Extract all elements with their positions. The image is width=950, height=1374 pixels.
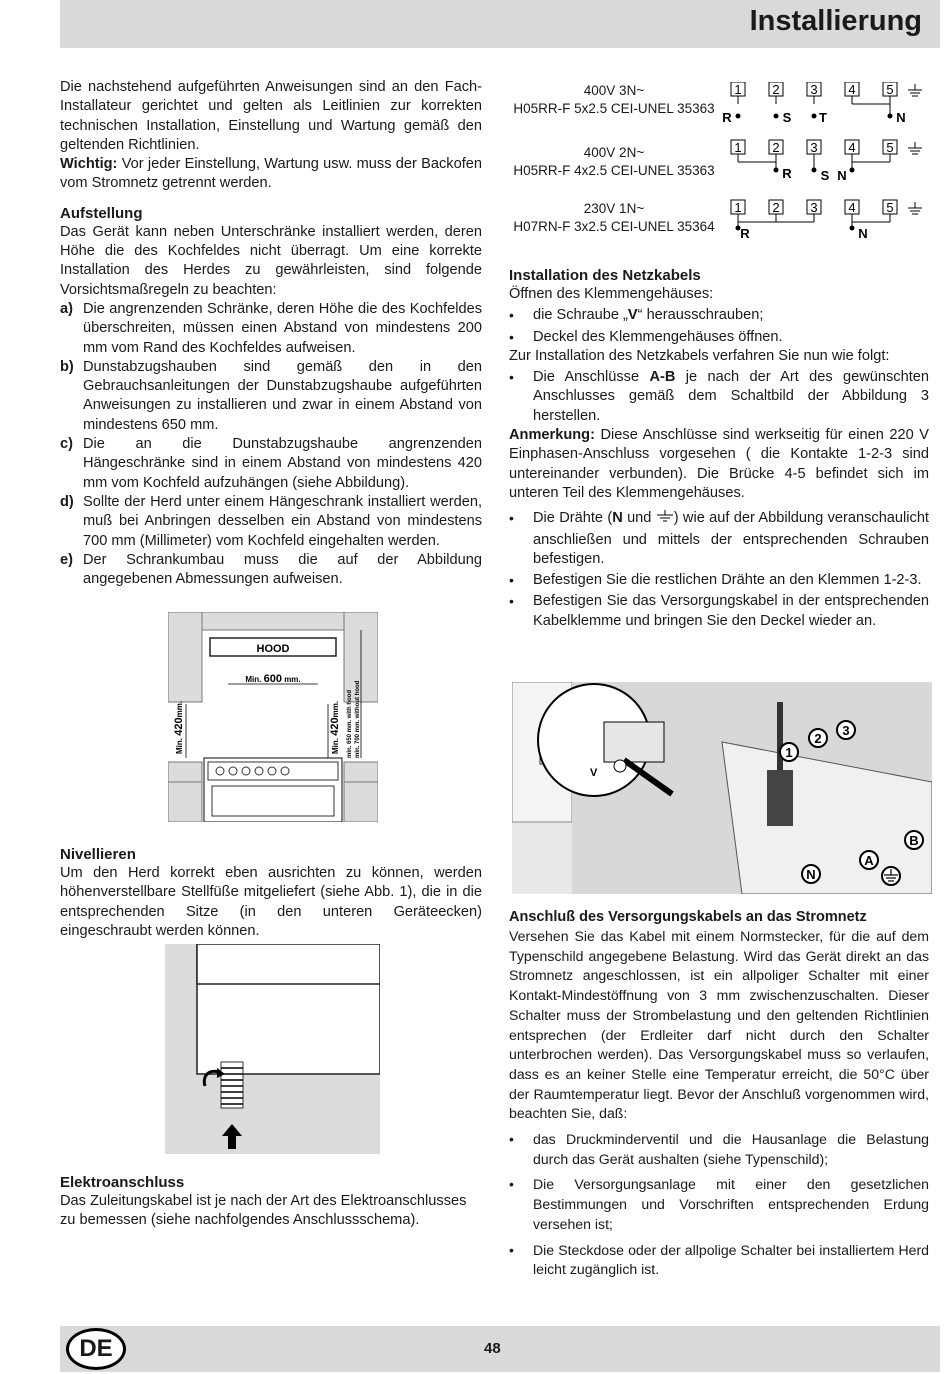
terminal-5: 5	[886, 82, 894, 97]
hood-note-without: min. 700 mm. without hood	[355, 680, 361, 758]
bullet-text: “ herausschrauben;	[637, 307, 764, 324]
bullet-text: Deckel des Klemmengehäuses öffnen.	[533, 328, 783, 345]
wiring-row-2-label	[509, 144, 719, 180]
list-item	[509, 509, 929, 569]
important-label: Wichtig:	[60, 156, 118, 173]
cabinet-figure	[168, 612, 378, 822]
bullet-bold: V	[627, 307, 638, 324]
list-item	[60, 551, 482, 590]
wiring-row-3-tag-n: N	[858, 226, 868, 241]
svg-text:Min. 420mm.	[329, 701, 341, 754]
netzkabel-section	[509, 256, 929, 631]
left-height-unit: mm.	[175, 700, 184, 718]
bullet-text: Befestigen Sie die restlichen Drähte an den Klemmen 1-2-3.	[533, 572, 922, 589]
terminal-4: 4	[848, 200, 856, 215]
bullet-text: Die Steckdose oder der allpolige Schalter bei installiertem Herd leicht zugänglich ist.	[533, 1241, 929, 1278]
leveling-drawing	[165, 944, 380, 1154]
bullet-text: ) wie auf der Abbildung veranschaulicht anschließen und mittels der entsprechenden Schrauben befestigen.	[533, 510, 929, 567]
terminal-4: 4	[848, 82, 856, 97]
terminal-2: 2	[772, 140, 780, 155]
width-value: 600	[263, 673, 282, 685]
list-marker: a)	[60, 300, 73, 317]
terminal-3: 3	[810, 82, 818, 97]
terminal-1: 1	[734, 200, 742, 215]
wiring-row-3-tag-r: R	[740, 226, 750, 241]
terminal-label-1: 1	[785, 745, 793, 760]
terminal-1: 1	[734, 82, 742, 97]
netzkabel-install-text: Zur Installation des Netzkabels verfahren Sie nun wie folgt:	[509, 347, 890, 364]
elektro-text: Das Zuleitungskabel ist je nach der Art des Elektroanschlusses zu bemessen (siehe nachfolgendes Anschlussschema).	[60, 1193, 467, 1229]
terminal-3: 3	[810, 140, 818, 155]
terminal-label-3: 3	[842, 723, 850, 738]
wiring-row-1-tag-n: N	[896, 110, 906, 125]
important-text: Vor jeder Einstellung, Wartung usw. muss der Backofen vom Stromnetz getrennt werden.	[60, 156, 482, 192]
ground-icon	[656, 510, 674, 530]
bullet-text: je nach der Art des gewünschten Anschlusses gemäß dem Schaltbild der Abbildung 3 herstellen.	[533, 369, 929, 424]
aufstellung-list	[60, 300, 482, 589]
list-item-text: Der Schrankumbau muss die auf der Abbildung angegebenen Abmessungen aufweisen.	[83, 551, 482, 588]
bullet-text: die Schraube „	[533, 307, 628, 324]
right-height-value: 420	[329, 717, 341, 736]
nivellieren-section	[60, 835, 482, 941]
wiring-row-2-cable: H05RR-F 4x2.5 CEI-UNEL 35363	[513, 163, 715, 178]
list-item-text: Die an die Dunstabzugshaube angrenzenden Hängeschränke sind in einem Abstand von mindestens 420 mm vom Kochfeld aufzuhängen (siehe Abbildung).	[83, 436, 482, 491]
wiring-row-1-tag-t: T	[819, 110, 827, 125]
terminal-3: 3	[810, 200, 818, 215]
list-marker: b)	[60, 358, 74, 375]
terminal-5: 5	[886, 200, 894, 215]
header-bar	[60, 0, 940, 48]
stromnetz-text: Versehen Sie das Kabel mit einem Normstecker, für die auf dem Typenschild angegebene Belastung. Wird das Gerät direkt an das Stromnetz angeschlossen, ist ein allpoliger Schalter mit einer Kontakt-Mindestöffnung von 3 mm zwischenzuschalten. Dieser Schalter muss der Strombelastung und den geltenden Richtlinien entsprechen (der Erdleiter darf nicht durch den Schalter unterbrochen werden). Das Versorgungskabel muss so verlaufen, dass es an keiner Stelle eine Temperatur erreicht, die 50°C über der Raumtemperatur liegt. Bevor der Anschluß vorgenommen wird, beachten Sie, daß:	[509, 928, 929, 1122]
hood-label: HOOD	[256, 643, 290, 655]
intro-text: Die nachstehend aufgeführten Anweisungen sind an den Fach-Installateur gerichtet und gelten als Leitlinien zur korrekten technischen Installation, Einstellung und Wartung gemäß den geltenden Richtlinien.	[60, 79, 482, 153]
list-item-text: Die angrenzenden Schränke, deren Höhe die des Kochfeldes überschreiten, müssen einen Abstand von mindestens 200 mm vom Rand des Kochfeldes aufweisen.	[83, 300, 482, 356]
wiring-row-2-voltage: 400V 2N~	[583, 145, 645, 160]
terminal-2: 2	[772, 82, 780, 97]
terminal-drawing	[512, 682, 932, 894]
language-badge: DE	[66, 1328, 126, 1370]
leveling-figure	[165, 944, 380, 1154]
list-item	[60, 358, 482, 435]
list-item-text: Dunstabzugshauben sind gemäß den in den Gebrauchsanleitungen der Dunstabzugshaube aufgeführten Anweisungen zu installieren und zwar in einem Abstand von mindestens 650 mm.	[83, 358, 482, 433]
page-number: 48	[484, 1340, 501, 1357]
netzkabel-note	[509, 426, 929, 503]
list-item	[509, 1241, 929, 1280]
list-item	[509, 328, 929, 347]
terminal-4: 4	[848, 140, 856, 155]
aufstellung-heading: Aufstellung	[60, 204, 143, 222]
wiring-row-1-voltage: 400V 3N~	[583, 83, 645, 98]
bullet-text: Die Versorgungsanlage mit einer den gesetzlichen Bestimmungen und Vorschriften entsprechenden Erdung versehen ist;	[533, 1176, 929, 1232]
hood-note-with: min. 650 mm. with hood	[347, 689, 353, 758]
list-item-text: Sollte der Herd unter einem Hängeschrank installiert werden, muß bei Anbringen desselben ein Abstand von mindestens 700 mm (Millimeter) vom Kochfeld eingehalten werden.	[83, 493, 482, 549]
list-marker: c)	[60, 436, 73, 453]
bullet-bold: A-B	[649, 369, 676, 386]
bullet-text: Befestigen Sie das Versorgungskabel in der entsprechenden Kabelklemme und bringen Sie den Deckel wieder an.	[533, 593, 929, 629]
nivellieren-heading: Nivellieren	[60, 846, 136, 863]
page-title: Installierung	[749, 5, 922, 37]
list-item	[509, 306, 929, 325]
bullet-text: und	[622, 510, 656, 527]
important-note	[60, 155, 482, 194]
list-item	[509, 368, 929, 426]
wiring-diagram	[509, 82, 929, 252]
wiring-row-2-tag-n: N	[837, 168, 847, 183]
wiring-row-2-tag-r: R	[782, 166, 792, 181]
bullet-text: Die Anschlüsse	[533, 369, 650, 386]
wiring-row-1-cable: H05RR-F 5x2.5 CEI-UNEL 35363	[513, 101, 715, 116]
elektro-heading: Elektroanschluss	[60, 1174, 185, 1191]
left-min-label: Min.	[175, 738, 184, 754]
wiring-row-3-label	[509, 200, 719, 236]
right-min-label: Min.	[331, 738, 340, 754]
netzkabel-open-text: Öffnen des Klemmengehäuses:	[509, 286, 714, 302]
aufstellung-text: Das Gerät kann neben Unterschränke installiert werden, deren Höhe die des Kochfeldes nicht überragt. Um eine korrekte Installation des Herdes zu gewährleisten, sind folgende Vorsichtsmaßregeln zu beachten:	[60, 223, 482, 298]
connection-b-label: B	[909, 833, 919, 848]
list-item	[60, 435, 482, 493]
terminal-1: 1	[734, 140, 742, 155]
list-item	[509, 571, 929, 590]
left-column	[60, 78, 482, 589]
terminal-5: 5	[886, 140, 894, 155]
list-item	[509, 1175, 929, 1234]
stromnetz-heading: Anschluß des Versorgungskabels an das Stromnetz	[509, 909, 867, 925]
bullet-text: Die Drähte (	[533, 510, 613, 527]
stromnetz-section	[509, 898, 929, 1280]
left-height-value: 420	[173, 717, 185, 736]
elektro-section	[60, 1163, 482, 1231]
svg-text:Min. 600 mm.	[245, 673, 300, 685]
terminal-figure	[512, 682, 932, 894]
list-item	[60, 493, 482, 551]
wiring-row-1-tag-r: R	[722, 110, 732, 125]
bullet-text: das Druckminderventil und die Hausanlage die Belastung durch das Gerät aushalten (siehe Typenschild);	[533, 1131, 929, 1167]
wiring-row-3-cable: H07RN-F 3x2.5 CEI-UNEL 35364	[513, 219, 715, 234]
list-item	[509, 1130, 929, 1169]
bullet-bold: N	[612, 510, 623, 527]
connection-a-label: A	[864, 853, 874, 868]
wiring-row-1-tag-s: S	[782, 110, 792, 125]
list-item	[509, 592, 929, 631]
wiring-row-3-voltage: 230V 1N~	[583, 201, 645, 216]
width-unit: mm.	[284, 675, 301, 684]
netzkabel-heading: Installation des Netzkabels	[509, 267, 701, 284]
wiring-row-1-label	[509, 82, 719, 118]
terminal-label-2: 2	[814, 731, 822, 746]
nivellieren-text: Um den Herd korrekt eben ausrichten zu können, werden höhenverstellbare Stellfüße mitgeliefert (siehe Abb. 1), die in die entsprechenden Sitze (in den unteren Geräteecken) eingeschraubt werden können.	[60, 865, 482, 939]
list-marker: e)	[60, 551, 73, 568]
list-marker: d)	[60, 493, 74, 510]
note-text: Diese Anschlüsse sind werkseitig für einen 220 V Einphasen-Anschluss vorgesehen ( die Kontakte 1-2-3 sind untereinander verbunden). Die Brücke 4-5 befindet sich im unteren Teil des Klemmengehäuses.	[509, 427, 929, 501]
terminal-blocks	[719, 82, 929, 252]
terminal-2: 2	[772, 200, 780, 215]
note-label: Anmerkung:	[509, 427, 595, 444]
neutral-label: N	[806, 867, 816, 882]
min-label: Min.	[245, 675, 262, 684]
wiring-row-2-tag-s: S	[820, 168, 830, 183]
svg-text:Min. 420mm.	[173, 701, 185, 754]
list-item	[60, 300, 482, 358]
right-height-unit: mm.	[331, 700, 340, 718]
cabinet-drawing	[168, 612, 378, 822]
screw-v-label: V	[590, 767, 598, 779]
